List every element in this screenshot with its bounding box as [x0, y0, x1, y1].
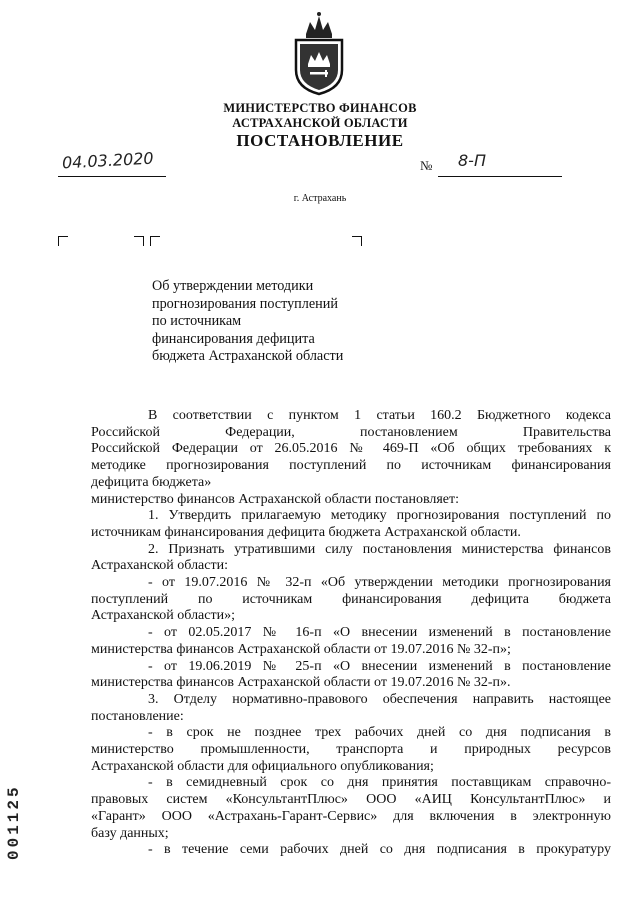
bracket-corner-left [58, 236, 68, 246]
body-line: - от 02.05.2017 № 16-п «О внесении изменений в постановление [148, 625, 611, 641]
bracket-corner-left [150, 236, 160, 246]
body-line: Астраханской области»; [91, 608, 235, 624]
decree-subject [152, 278, 392, 366]
body-line: - от 19.07.2016 № 32-п «Об утверждении методики прогнозирования [148, 575, 611, 591]
body-line: базу данных; [91, 825, 169, 841]
ministry-name-line2: АСТРАХАНСКОЙ ОБЛАСТИ [232, 116, 408, 130]
body-line: дефицита бюджета» [91, 474, 212, 490]
coat-of-arms-icon [288, 8, 350, 96]
body-line: методике прогнозирования поступлений по источникам финансирования [91, 458, 611, 474]
decree-date: 04.03.2020 [61, 148, 155, 173]
subject-line: бюджета Астраханской области [152, 348, 344, 365]
body-line: «Гарант» ООО «Астрахань-Гарант-Сервис» для включения в электронную [91, 808, 611, 824]
bracket-corner-right [134, 236, 144, 246]
body-line: постановление: [91, 708, 184, 724]
body-line: 1. Утвердить прилагаемую методику прогнозирования поступлений по [148, 508, 611, 524]
body-line: министерство промышленности, транспорта и природных ресурсов [91, 742, 611, 758]
body-line: министерство финансов Астраханской области постановляет: [91, 491, 460, 507]
subject-line: Об утверждении методики [152, 278, 314, 294]
body-line: Российской Федерации от 26.05.2016 № 469-П «Об общих требованиях к [91, 441, 611, 457]
body-line: Астраханской области: [91, 558, 228, 574]
body-line: В соответствии с пунктом 1 статьи 160.2 Бюджетного кодекса [148, 408, 611, 423]
body-line: министерства финансов Астраханской области от 19.07.2016 № 32-п». [91, 675, 511, 691]
body-line: - в течение семи рабочих дней со дня подписания в прокуратуру [148, 842, 611, 858]
body-line: 2. Признать утратившими силу постановления министерства финансов [148, 541, 611, 557]
page-stamp-number: 001125 [5, 784, 23, 860]
document-type-title: ПОСТАНОВЛЕНИЕ [236, 131, 404, 150]
decree-number: 8-П [458, 151, 486, 170]
body-line: - от 19.06.2019 № 25-п «О внесении изменений в постановление [148, 658, 611, 674]
body-line: Российской Федерации, постановлением Правительства [91, 424, 611, 440]
subject-line: прогнозирования поступлений [152, 295, 338, 312]
body-line: - в срок не позднее трех рабочих дней со дня подписания в [148, 725, 611, 741]
body-line: источникам финансирования дефицита бюджета Астраханской области. [91, 524, 521, 540]
body-line: поступлений по источникам финансирования дефицита бюджета [91, 591, 611, 607]
number-sign: № [420, 158, 433, 173]
city-name: г. Астрахань [293, 193, 347, 204]
subject-line: по источникам [152, 313, 242, 330]
bracket-corner-right [352, 236, 362, 246]
subject-line: финансирования дефицита [152, 330, 315, 347]
number-underline [438, 158, 562, 177]
body-line: правовых систем «КонсультантПлюс» ООО «АИЦ КонсультантПлюс» и [91, 792, 611, 808]
body-line: 3. Отделу нормативно-правового обеспечения направить настоящее [148, 691, 611, 707]
body-line: Астраханской области для официального опубликования; [91, 758, 434, 774]
body-line: - в семидневный срок со дня принятия поставщикам справочно- [148, 775, 611, 791]
ministry-name-line1: МИНИСТЕРСТВО ФИНАНСОВ [223, 101, 417, 115]
decree-body [91, 408, 611, 859]
body-line: министерства финансов Астраханской области от 19.07.2016 № 32-п»; [91, 641, 511, 657]
